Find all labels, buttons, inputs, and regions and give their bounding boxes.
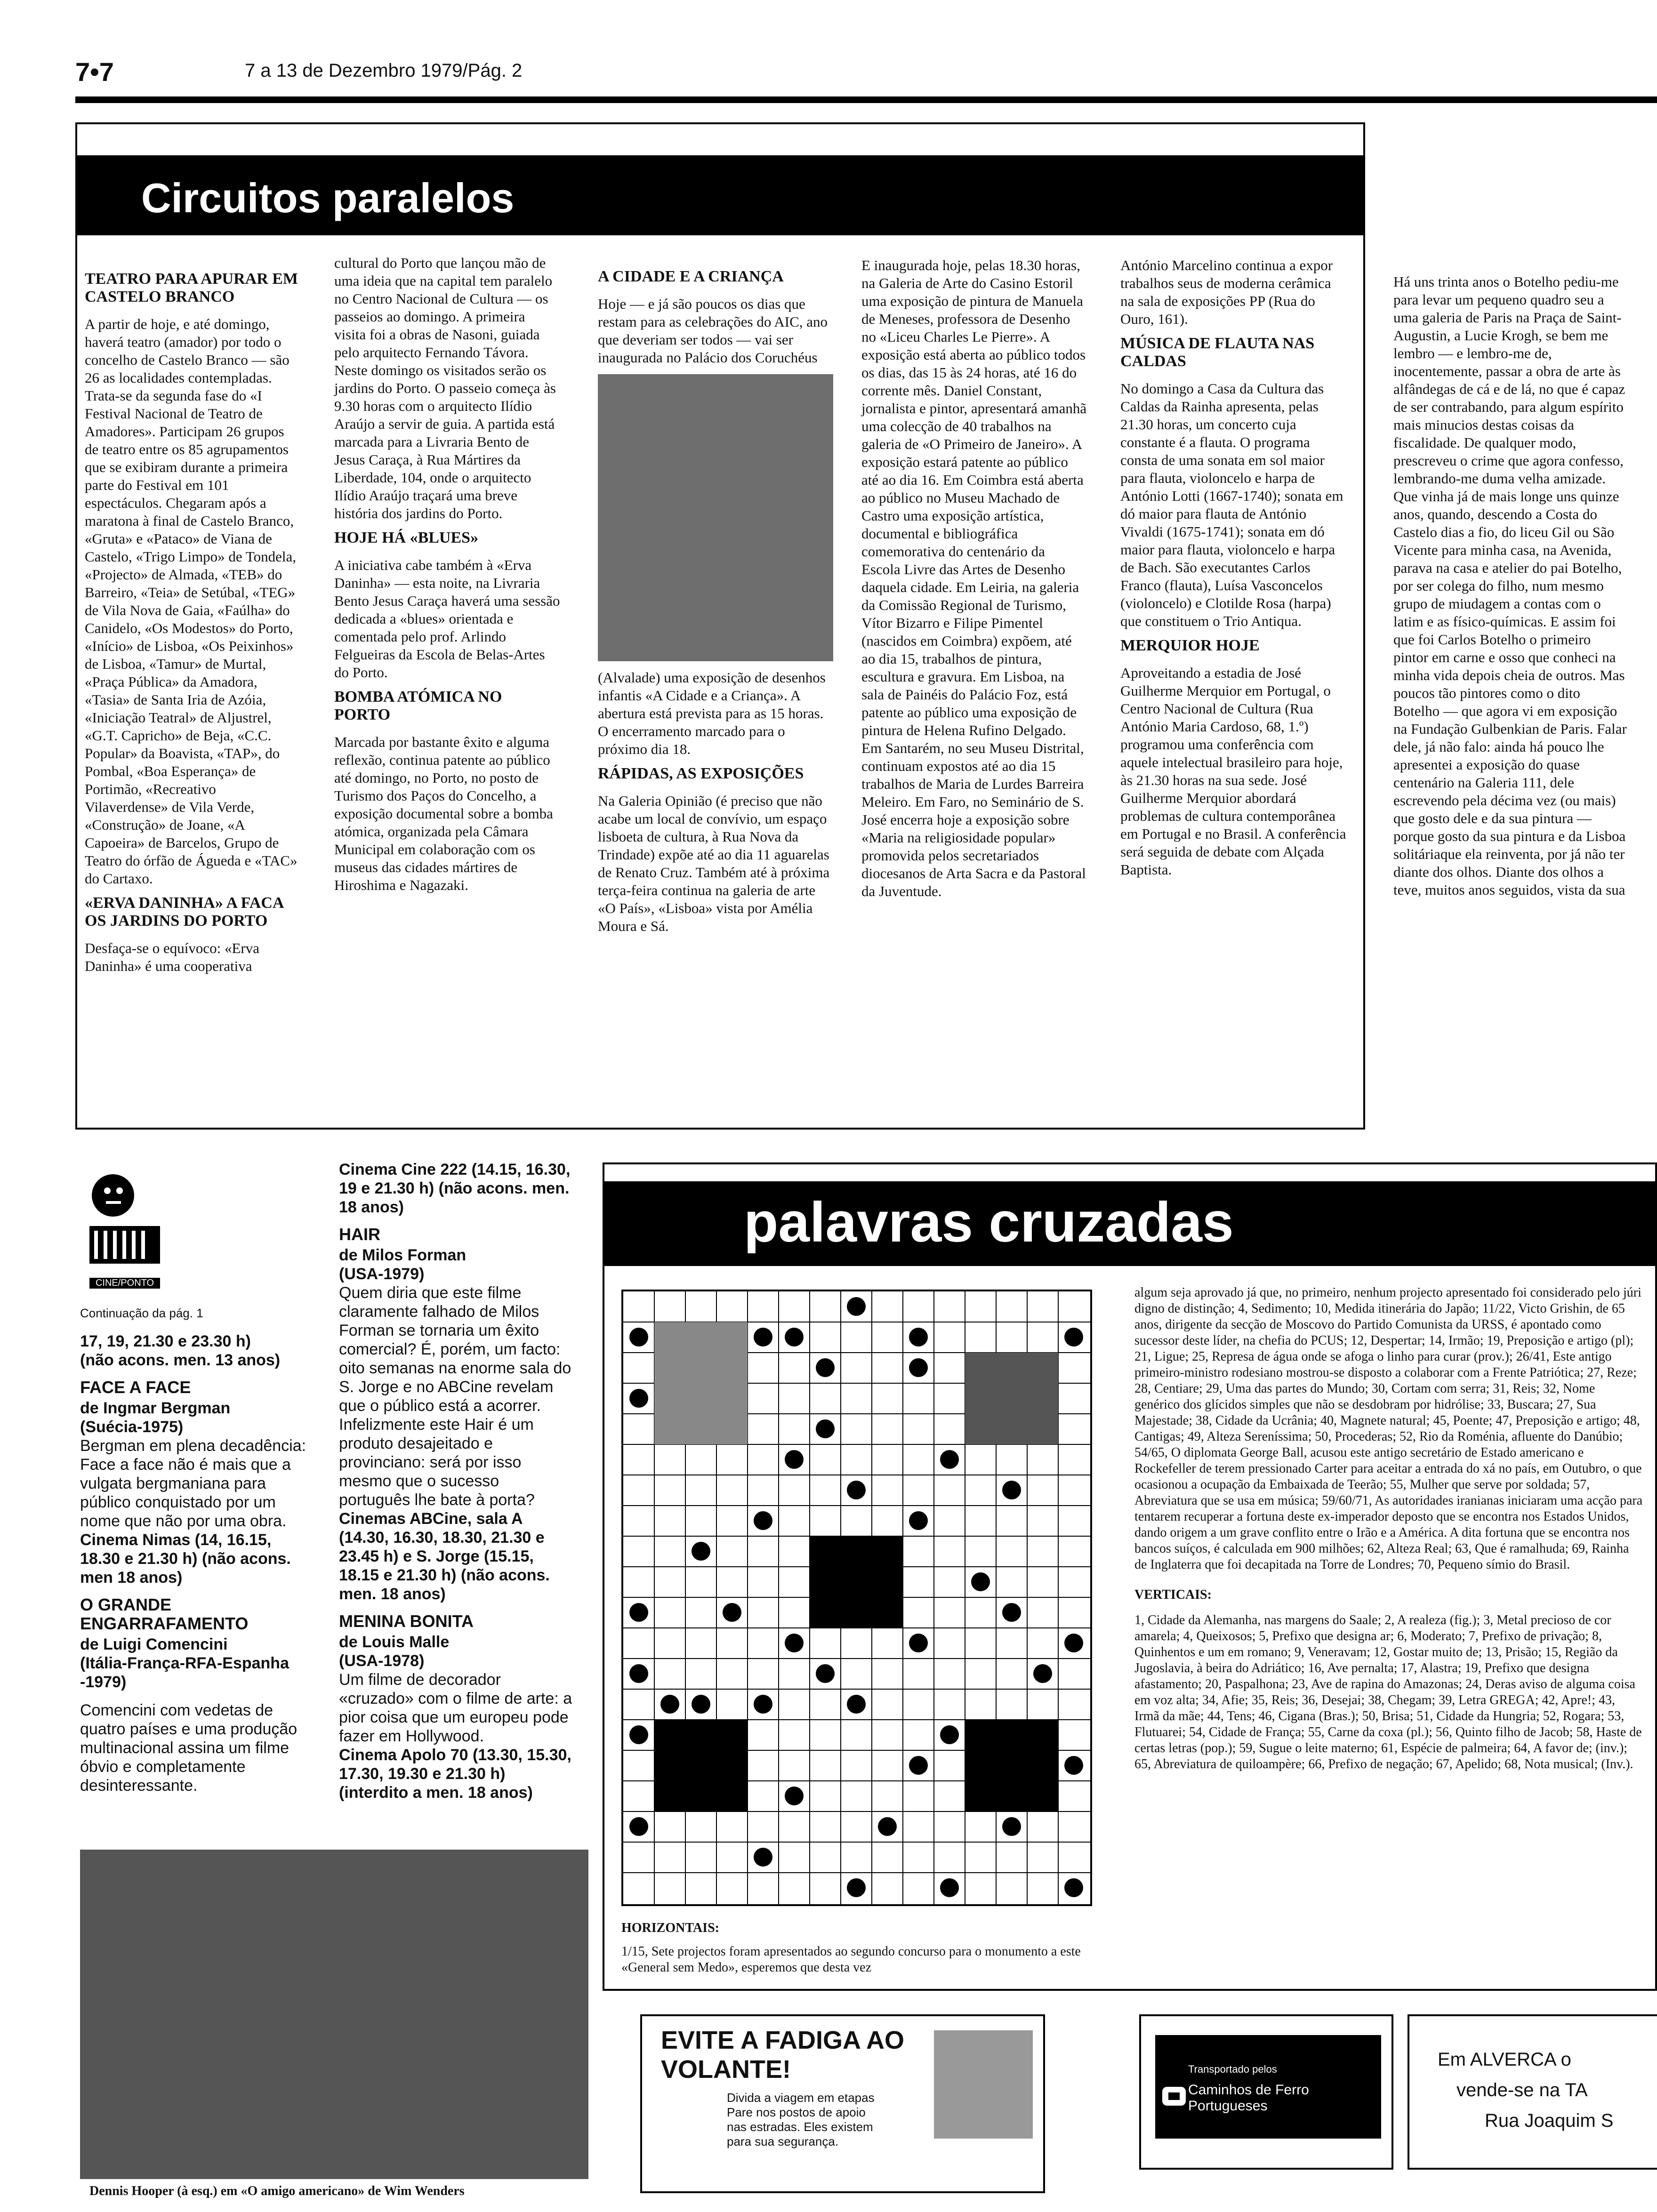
film-origin-2: (Itália-França-RFA-Espanha -1979) (80, 1654, 289, 1691)
column-4 (861, 256, 1087, 900)
column-1 (85, 264, 301, 975)
ad-alverca (1408, 2014, 1657, 2170)
ad-fatigue-photo (934, 2030, 1033, 2139)
article-botelho: Há uns trinta anos o Botelho pediu-me para levar um pequeno quadro seu a uma galeria de Paris na Praça de Saint-Augustin, a Lucie Krogh, se bem me lembro — e lembro-me de, inocentemente, passar a obra de arte às alfândegas de cá e de lá, no que é capaz de ser contrabando, para algum espírito mais minucios destas coisas da fiscalidade. De qualquer modo, prescreveu o crime que agora confesso, lembrando-me duma velha amizade. Que vinha já de mais longe uns quinze anos, quando, descendo a Costa do Castelo dias a fio, do liceu Gil ou São Vicente para minha casa, na Avenida, parava na casa e atelier do pai Botelho, por ser colega do filho, num mesmo grupo de miudagem a contas com o latim e as físico-químicas. E assim foi que foi Carlos Botelho o primeiro pintor em carne e osso que conheci na minha vida depois cheia de outros. Mas poucos tão pintores como o dito Botelho — que agora vi em exposição na Fundação Gulbenkian de Paris. Falar dele, já não falo: ainda há pouco lhe apresentei a exposição do quase centenário na Galeria 111, dele escrevendo pela décima vez (ou mais) que gosto dele e da sua pintura — porque gosto da sua pintura e da Lisboa solitáriaque ela reinventa, por já não ter diante dos olhos. Diante dos olhos a teve, muitos anos seguidos, vista da sua (1393, 273, 1627, 898)
headline-erva-daninha: «ERVA DANINHA» A FACA OS JARDINS DO PORTO (85, 894, 283, 930)
photo-children-playground (598, 374, 833, 661)
article-erva-daninha-start: Desfaça-se o equívoco: «Erva Daninha» é uma cooperativa (85, 940, 259, 974)
film-title-face-a-face: FACE A FACE (80, 1378, 191, 1397)
masthead-date: 7 a 13 de Dezembro 1979/Pág. 2 (245, 60, 523, 81)
film-director-forman: de Milos Forman (339, 1246, 467, 1264)
photo-dennis-hopper (80, 1850, 588, 2179)
horizontal-clues-start: 1/15, Sete projectos foram apresentados ao segundo concurso para o monumento a este «General sem Medo», esperemos que desta vez (621, 1944, 1081, 1975)
headline-merquior: MERQUIOR HOJE (1120, 637, 1260, 654)
article-marcelino: António Marcelino continua a expor trabalhos seus de moderna cerâmica na sala de exposições PP (Rua do Ouro, 161). (1120, 257, 1333, 327)
masthead-rule (75, 96, 1657, 103)
cp-logo-icon (1160, 2082, 1188, 2110)
headline-bomba: BOMBA ATÓMICA NO PORTO (334, 688, 502, 723)
vertical-clues: 1, Cidade da Alemanha, nas margens do Saale; 2, A realeza (fig.); 3, Metal precioso de cor amarela; 4, Queixosos; 5, Prefixo que designa ar; 6, Moderato; 7, Prefixo de privação; 8, Quinhentos e um em romano; 9, Veneravam; 12, Gostar muito de; 13, Prisão; 15, Região da Jugoslavia, à beira do Adriático; 16, Ave pernalta; 17, Alastra; 19, Prefixo que designa afastamento; 20, Paspalhona; 23, Ave de rapina do Amazonas; 24, Deras aviso de alguma coisa em voz alta; 34, Afie; 35, Reis; 36, Desejai; 38, Chegam; 39, Letra GREGA; 42, Apre!; 43, Irmã da mãe; 44, Tens; 46, Cigana (Bras.); 50, Brisa; 51, Cidade da Hungria; 52, Rogara; 53, Flutuarei; 54, Cidade de França; 55, Carne da coxa (pl.); 56, Quinto filho de Jacob; 58, Haste de certas letras (pop.); 59, Sugue o leite materno; 61, Espécie de palmeira; 64, A favor de; (inv.); 65, Abreviatura de quiloampère; 66, Prefixo de negação; 67, Apelido; 68, Nota musical; (Inv.). (1134, 1613, 1642, 1771)
cine-column-2 (339, 1160, 574, 1802)
column-3 (598, 261, 833, 935)
headline-flauta: MÚSICA DE FLAUTA NAS CALDAS (1120, 335, 1315, 370)
headline-teatro: TEATRO PARA APURAR EM CASTELO BRANCO (85, 270, 298, 305)
article-erva-daninha-cont: cultural do Porto que lançou mão de uma ideia que na capital tem paralelo no Centro Nacional de Cultura — os passeios ao domingo. A primeira visita foi a obras de Nasoni, guiada pelo arquitecto Fernando Távora. Neste domingo os visitados serão os jardins do Porto. O passeio começa às 9.30 horas com o arquitecto Ilídio Araújo a servir de guia. A partida está marcada para a Livraria Bento de Jesus Caraça, à Rua Mártires da Liberdade, 104, onde o arquitecto Ilídio Araújo traçará uma breve história dos jardins do Porto. (334, 255, 556, 521)
column-2 (334, 254, 560, 894)
vertical-heading: VERTICAIS: (1134, 1587, 1212, 1602)
film-director-malle: de Louis Malle (339, 1633, 450, 1651)
ad-fatigue-title: EVITE A FADIGA AO VOLANTE! (661, 2026, 905, 2084)
cine-rating-1: (não acons. men. 13 anos) (80, 1351, 281, 1369)
film-title-engarrafamento: O GRANDE ENGARRAFAMENTO (80, 1595, 249, 1633)
article-bomba: Marcada por bastante êxito e alguma reflexão, continua patente ao público até domingo, no Porto, no posto de Turismo dos Paços do Concelho, a exposição documental sobre a bomba atómica, organizada pela Câmara Municipal em colaboração com os museus das cidades mártires de Hiroshima e Nagazaki. (334, 734, 553, 893)
alverca-line3: Rua Joaquim S (1485, 2110, 1614, 2131)
masthead-logo: 7•7 (75, 57, 114, 87)
photo-caption: Dennis Hooper (à esq.) em «O amigo americano» de Wim Wenders (89, 2184, 465, 2198)
cine-column-1 (80, 1304, 315, 1795)
film-title-menina-bonita: MENINA BONITA (339, 1611, 474, 1631)
headline-blues: HOJE HÁ «BLUES» (334, 529, 479, 546)
cine-ponto-label: CINE/PONTO (89, 1278, 160, 1289)
clues-horizontal-intro (621, 1920, 1092, 1976)
film-review-2: Comencini com vedetas de quatro países e uma produção multinacional assina um filme óbvio e completamente desinteressante. (80, 1701, 298, 1795)
article-flauta: No domingo a Casa da Cultura das Caldas da Rainha apresenta, pelas 21.30 horas, um concerto cuja constante é a flauta. O programa consta de uma sonata em sol maior para flauta, violoncelo e harpa de António Lotti (1667-1740); sonata em dó maior para flauta de António Vivaldi (1675-1741); sonata em dó maior para flauta, violoncelo e harpa de Bach. São executantes Carlos Franco (flauta), Luísa Vasconcelos (violoncelo) e Clotilde Rosa (harpa) que constituem o Trio Antiqua. (1120, 380, 1343, 629)
article-merquior: Aproveitando a estadia de José Guilherme Merquior em Portugal, o Centro Nacional de Cultura (Rua António Maria Cardoso, 68, 1.º) programou uma conferência com aquele intelectual brasileiro para hoje, às 21.30 horas na sua sede. José Guilherme Merquior abordará problemas de cultura contemporânea em Portugal e no Brasil. A conferência será seguida de debate com Alçada Baptista. (1120, 665, 1346, 878)
article-blues: A iniciativa cabe também à «Erva Daninha» — esta noite, na Livraria Bento Jesus Caraça haverá uma sessão dedicada a «blues» orientada e comentada pelo prof. Arlindo Felgueiras da Escola de Belas-Artes do Porto. (334, 557, 560, 681)
ad-cp-railways (1139, 2014, 1393, 2170)
film-director-comencini: de Luigi Comencini (80, 1635, 228, 1653)
column-5 (1120, 256, 1346, 879)
continuation-note: Continuação da pág. 1 (80, 1306, 203, 1320)
film-title-hair: HAIR (339, 1225, 380, 1244)
headline-rapidas: RÁPIDAS, AS EXPOSIÇÕES (598, 765, 804, 782)
film-cinema-3: Cinemas ABCine, sala A (14.30, 16.30, 18.30, 21.30 e 23.45 h) e S. Jorge (15.15, 18.15 e 21.30 h) (não acons. men. 18 anos) (339, 1510, 550, 1603)
clues-right-column (1134, 1285, 1643, 1772)
section-title: Circuitos paralelos (75, 155, 1365, 235)
ad-fatigue-text: Divida a viagem em etapas Pare nos postos de apoio nas estradas. Eles existem para sua segurança. (727, 2091, 875, 2148)
film-review-3: Quem diria que este filme claramente falhado de Milos Forman se tornaria um êxito comercial? É, porém, um facto: oito semanas na enorme sala do S. Jorge e no ABCine revelam que o público está a acorrer. Infelizmente este Hair é um produto desajeitado e provinciano: será por isso mesmo que o sucesso português lhe bate à porta? (339, 1284, 571, 1509)
crossword-grid-lines (623, 1291, 1090, 1904)
headline-cidade-crianca: A CIDADE E A CRIANÇA (598, 268, 784, 285)
article-cidade-crianca: Hoje — e já são poucos os dias que restam para as celebrações do AIC, ano que deveriam ser todos — vai ser inaugurada no Palácio dos Coruchéus (598, 296, 828, 366)
cine-times-1: 17, 19, 21.30 e 23.30 h) (80, 1332, 251, 1350)
column-6 (1393, 273, 1629, 899)
alverca-line2: vende-se na TA (1456, 2080, 1588, 2100)
article-cidade-crianca-cont: (Alvalade) uma exposição de desenhos infantis «A Cidade e a Criança». A abertura está prevista para as 15 horas. O encerramento marcado para o próximo dia 18. (598, 669, 826, 757)
article-rapidas: Na Galeria Opinião (é preciso que não acabe um local de convívio, um espaço lisboeta de cultura, à Rua Nova da Trindade) expõe até ao dia 11 aguarelas de Renato Cruz. Também até à próxima terça-feira continua na galeria de arte «O País», «Lisboa» vista por Amélia Moura e Sá. (598, 793, 830, 934)
film-review-4: Um filme de decorador «cruzado» com o filme de arte: a pior coisa que um europeu pode fazer em Hollywood. (339, 1671, 572, 1745)
film-reel-icon (80, 1167, 169, 1275)
cp-tagline: Transportado pelos (1188, 2063, 1277, 2075)
horizontal-heading: HORIZONTAIS: (621, 1921, 719, 1935)
horizontal-clues-cont: algum seja aprovado já que, no primeiro, nenhum projecto apresentado foi considerado pelo júri digno de distinção; 4, Sedimento; 10, Medida itinerária do Japão; 11/22, Victo Grishin, de 65 anos, dirigente da secção de Moscovo do Partido Comunista da URSS, é apontado como sucessor deste líder, na chefia do PCUS; 12, Despertar; 14, Irmão; 19, Preposição e artigo (pl); 21, Ligue; 25, Represa de água onde se afoga o linho para curar (prov.); 26/41, Este antigo primeiro-ministro rodesiano mostrou-se disposto a colaborar com a Frente Patriótica; 27, Reze; 28, Centiare; 29, Uma das partes do Mundo; 30, Cortam com serra; 31, Reis; 32, Nome genérico dos glícidos simples que não se desdobram por hidrólise; 33, Buscara; 27, Sua Majestade; 38, Cidade da Ucrânia; 40, Magnete natural; 45, Poente; 47, Preposição e artigo; 48, Cantigas; 49, Alteza Sereníssima; 50, Procederas; 52, Rio da Roménia, afluente do Danúbio; 54/65, O diplomata George Ball, acusou este antigo secretário de Estado americano e Rockefeller de terem pressionado Carter para aceitar a entrada do xá no país, em Outubro, o que ocasionou a ocupação da Embaixada de Teerão; 55, Mulher que serve por soldada; 57, Abreviatura que se usa em música; 59/60/71, As autoridades iranianas iniciaram uma acção para tentarem recuperar a fortuna deste ex-imperador deposto que se encontra nos Estados Unidos, dando origem a um grave conflito entre o Irão e a América. A dita fortuna que se encontra nos bancos suíços, é calculada em 900 milhões; 62, Alteza Real; 63, Que é ramalhuda; 69, Rainha de Inglaterra que foi decapitada na Torre de Londres; 70, Pequeno símio do Brasil. (1134, 1285, 1643, 1572)
alverca-line1: Em ALVERCA o (1438, 2049, 1571, 2070)
article-teatro: A partir de hoje, e até domingo, haverá teatro (amador) por todo o concelho de Castelo Branco — são 26 as localidades contempladas. Trata-se da segunda fase do «I Festival Nacional de Teatro de Amadores». Participam 26 grupos de teatro entre os 85 agrupamentos que se exibiram durante a primeira parte do Festival em 101 espectáculos. Chegaram após a maratona à final de Castelo Branco, «Gruta» e «Pataco» de Viana de Castelo, «Trigo Limpo» de Tondela, «Projecto» de Almada, «TEB» do Barreiro, «Teia» de Setúbal, «TEG» de Vila Nova de Gaia, «Faúlha» do Canidelo, «Os Modestos» do Porto, «Início» de Lisboa, «Os Peixinhos» de Lisboa, «Tamur» de Murtal, «Praça Pública» da Amadora, «Tasia» de Santa Iria de Azóia, «Iniciação Teatral» de Aljustrel, «G.T. Capricho» de Beja, «C.C. Popular» da Boavista, «TAP», do Pombal, «Boa Esperança» de Portimão, «Recreativo Vilaverdense» de Vila Verde, «Construção» de Joane, «A Capoeira» de Barcelos, Grupo de Teatro do órfão de Águeda e «TAC» do Cartaxo. (85, 316, 298, 887)
ad-evite-fadiga (640, 2014, 1045, 2193)
article-exposicoes: E inaugurada hoje, pelas 18.30 horas, na Galeria de Arte do Casino Estoril uma exposição de pintura de Manuela de Meneses, professora de Desenho no «Liceu Charles Le Pierre». A exposição está aberta ao público todos os dias, das 15 às 24 horas, até 16 do corrente mês. Daniel Constant, jornalista e pintor, apresentará amanhã uma colecção de 40 trabalhos na galeria de «O Primeiro de Janeiro». A exposição estará patente ao público até ao dia 16. Em Coimbra está aberta ao público no Museu Machado de Castro uma exposição artística, documental e bibliográfica comemorativa do centenário da Escola Livre das Artes de Desenho daquela cidade. Em Leiria, na galeria da Comissão Regional de Turismo, Vítor Bizarro e Filipe Pimentel (nascidos em Coimbra) expõem, até ao dia 15, trabalhos de pintura, escultura e gravura. Em Lisboa, na sala de Painéis do Palácio Foz, está patente ao público uma exposição de pintura de Helena Rufino Delgado. Em Santarém, no seu Museu Distrital, continuam expostos até ao dia 15 trabalhos de Maria de Lurdes Barreira Meleiro. Em Faro, no Seminário de S. José encerra hoje a exposição sobre «Maria na religiosidade popular» promovida pelos secretariados diocesanos de Arta Sacra e da Pastoral da Juventude. (861, 257, 1087, 899)
cine-ponto-logo (80, 1167, 169, 1294)
film-director-bergman: de Ingmar Bergman (80, 1399, 231, 1417)
film-origin-3: (USA-1979) (339, 1265, 425, 1283)
film-cinema-222: Cinema Cine 222 (14.15, 16.30, 19 e 21.30 h) (não acons. men. 18 anos) (339, 1161, 571, 1216)
film-cinema-4: Cinema Apolo 70 (13.30, 15.30, 17.30, 19.30 e 21.30 h) (interdito a men. 18 anos) (339, 1746, 571, 1802)
film-origin-1: (Suécia-1975) (80, 1418, 184, 1436)
cp-name: Caminhos de Ferro Portugueses (1188, 2082, 1309, 2114)
crossword-grid (621, 1290, 1092, 1906)
film-review-1: Bergman em plena decadência: Face a face não é mais que a vulgata bergmaniana para público conquistado por um nome que não por uma obra. (80, 1437, 306, 1530)
film-origin-4: (USA-1978) (339, 1652, 425, 1670)
film-cinema-1: Cinema Nimas (14, 16.15, 18.30 e 21.30 h) (não acons. men 18 anos) (80, 1531, 291, 1587)
crossword-title: palavras cruzadas (603, 1181, 1657, 1266)
